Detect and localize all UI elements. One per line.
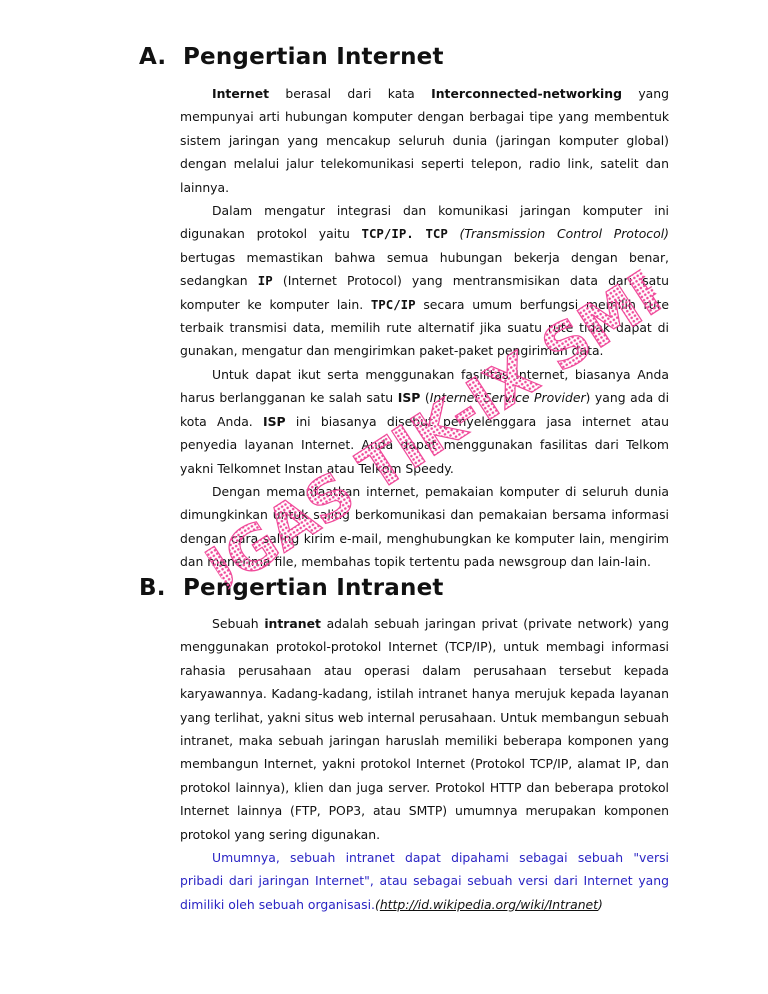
section-a-paragraph-4: Dengan memanfaatkan internet, pemakaian komputer di seluruh dunia dimungkinkan untuk saling berkomunikasi dan pemakaian bersama informasi dengan cara saling kirim e-mail, menghubungkan ke komputer lain, mengirim dan menerima file, membahas topik tertentu pada newsgroup dan lain-lain.	[180, 483, 669, 570]
section-b-heading	[139, 575, 444, 601]
section-a-body	[180, 82, 669, 574]
section-a-paragraph-3: Untuk dapat ikut serta menggunakan fasilitas Internet, biasanya Anda harus berlangganan ke salah satu ISP (Internet Service Provider) yang ada di kota Anda. ISP ini biasanya disebut penyelenggara jasa internet atau penyedia layanan Internet. Anda dapat menggunakan fasilitas dari Telkom yakni Telkomnet Instan atau Telkom Speedy.	[180, 366, 670, 476]
section-b-body	[180, 612, 669, 916]
section-b-paragraph-2: Umumnya, sebuah intranet dapat dipahami sebagai sebuah "versi pribadi dari jaringan Internet", atau sebagai sebuah versi dari Internet yang dimiliki oleh sebuah organisasi.(http://id.wikipedia.org/wiki/Intranet)	[180, 850, 669, 912]
section-b-paragraph-1: Sebuah intranet adalah sebuah jaringan privat (private network) yang menggunakan protokol-protokol Internet (TCP/IP), untuk membagi informasi rahasia perusahaan atau operasi dalam perusahaan tersebut kepada karyawannya. Kadang-kadang, istilah intranet hanya merujuk kepada layanan yang terlihat, yakni situs web internal perusahaan. Untuk membangun sebuah intranet, maka sebuah jaringan haruslah memiliki beberapa komponen yang membangun Internet, yakni protokol Internet (Protokol TCP/IP, alamat IP, dan protokol lainnya), klien dan juga server. Protokol HTTP dan beberapa protokol Internet lainnya (FTP, POP3, atau SMTP) umumnya merupakan komponen protokol yang sering digunakan.	[180, 616, 670, 842]
section-a-heading	[139, 44, 444, 70]
section-b-letter: B.	[139, 575, 166, 601]
section-a-paragraph-2: Dalam mengatur integrasi dan komunikasi jaringan komputer ini digunakan protokol yaitu TCP/IP. TCP (Transmission Control Protocol) bertugas memastikan bahwa semua hubungan bekerja dengan benar, sedangkan IP (Internet Protocol) yang mentransmisikan data dari satu komputer ke komputer lain. TPC/IP secara umum berfungsi memilih rute terbaik transmisi data, memilih rute alternatif jika suatu rute tidak dapat di gunakan, mengatur dan mengirimkan paket-paket pengiriman data.	[180, 203, 669, 359]
wikipedia-intranet-link[interactable]: http://id.wikipedia.org/wiki/Intranet	[379, 896, 599, 912]
section-a-title: Pengertian Internet	[183, 44, 444, 70]
section-a-letter: A.	[139, 44, 167, 70]
watermark-text: TUGAS TIK-IX SMPN	[192, 250, 678, 610]
section-b-title: Pengertian Intranet	[183, 575, 444, 601]
section-a-paragraph-1: Internet berasal dari kata Interconnected-networking yang mempunyai arti hubungan komputer dengan berbagai tipe yang membentuk sistem jaringan yang mencakup seluruh dunia (jaringan komputer global) dengan melalui jalur telekomunikasi seperti telepon, radio link, satelit dan lainnya.	[180, 86, 669, 195]
